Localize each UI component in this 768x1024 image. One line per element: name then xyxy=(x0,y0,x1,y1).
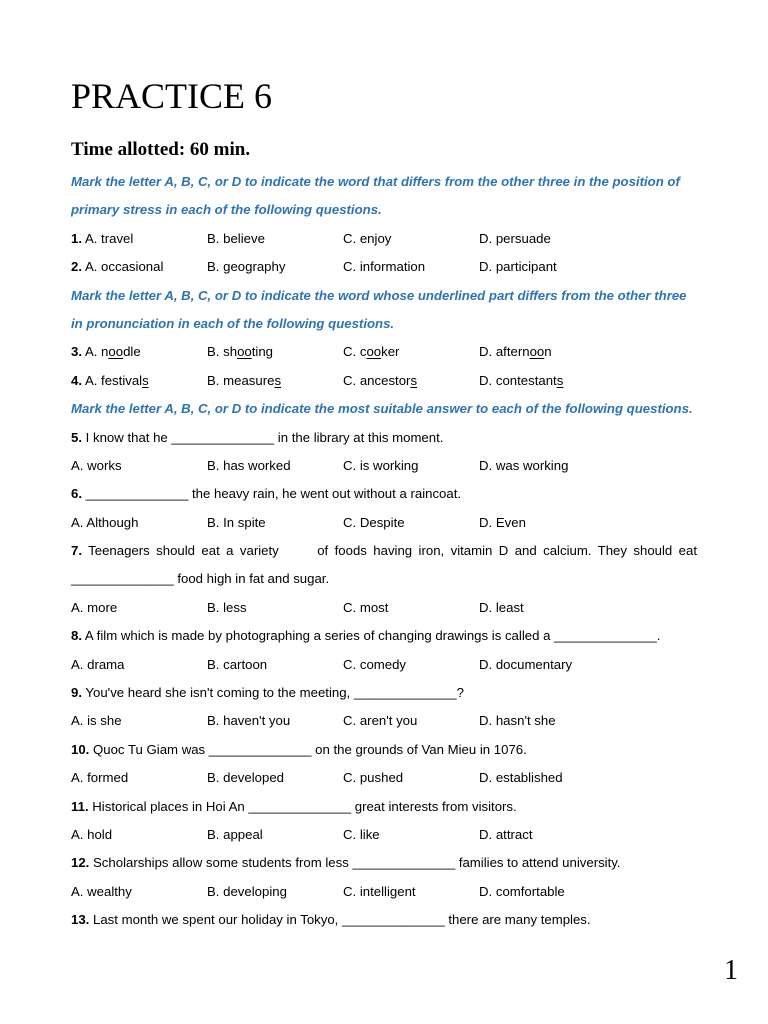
instruction-pronunciation-line-1: Mark the letter A, B, C, or D to indicate the word whose underlined part differs from the other three xyxy=(71,287,687,303)
option-d: D. comfortable xyxy=(479,883,565,899)
option-a: 3. A. noodle xyxy=(71,344,141,360)
option-d: D. was working xyxy=(479,457,569,473)
option-b: B. haven't you xyxy=(207,713,291,729)
option-d: D. persuade xyxy=(479,230,551,246)
option-c: C. enjoy xyxy=(343,230,392,246)
question-5-options xyxy=(71,452,697,480)
option-a: A. drama xyxy=(71,656,125,672)
option-b: B. less xyxy=(207,599,247,615)
option-a: A. works xyxy=(71,457,122,473)
option-c: C. Despite xyxy=(343,514,405,530)
question-1-options xyxy=(71,225,697,253)
instruction-pronunciation-line-2: in pronunciation in each of the following questions. xyxy=(71,315,395,331)
question-6-stem: 6. ______________ the heavy rain, he went out without a raincoat. xyxy=(71,486,462,502)
option-d: D. attract xyxy=(479,826,533,842)
underlined-part: s xyxy=(142,372,149,388)
underlined-part: oo xyxy=(237,344,252,360)
question-9-stem: 9. You've heard she isn't coming to the meeting, ______________? xyxy=(71,685,464,701)
option-c: C. like xyxy=(343,826,380,842)
underlined-part: s xyxy=(410,372,418,388)
option-d: D. afternoon xyxy=(479,344,552,360)
option-b: B. appeal xyxy=(207,826,263,842)
underlined-part: oo xyxy=(366,344,382,360)
question-number: 10. xyxy=(71,741,90,757)
question-number: 4. xyxy=(71,372,82,388)
question-12-options xyxy=(71,878,697,906)
question-number: 1. xyxy=(71,230,82,246)
page-number: 1 xyxy=(724,955,738,986)
option-d: D. hasn't she xyxy=(479,713,556,729)
question-7-options xyxy=(71,594,697,622)
option-a: A. is she xyxy=(71,713,122,729)
option-a: A. formed xyxy=(71,770,129,786)
option-c: C. information xyxy=(343,259,426,275)
question-8-stem: 8. A film which is made by photographing a series of changing drawings is called a ______________. xyxy=(71,628,661,644)
option-b: B. believe xyxy=(207,230,265,246)
question-7-stem-line-2: ______________ food high in fat and sugar. xyxy=(71,571,330,587)
underlined-part: oo xyxy=(108,344,124,360)
question-3-options xyxy=(71,338,697,366)
question-number: 8. xyxy=(71,628,82,644)
option-b: B. cartoon xyxy=(207,656,268,672)
question-2-options xyxy=(71,253,697,281)
question-number: 13. xyxy=(71,912,90,928)
question-5-stem: 5. I know that he ______________ in the library at this moment. xyxy=(71,429,444,445)
page-title: PRACTICE 6 xyxy=(71,76,273,116)
option-b: B. shooting xyxy=(207,344,273,360)
question-number: 12. xyxy=(71,855,90,871)
option-c: C. is working xyxy=(343,457,419,473)
option-b: B. has worked xyxy=(207,457,291,473)
question-7-stem-line-1: 7. Teenagers should eat a variety of foods having iron, vitamin D and calcium. They should eat xyxy=(71,543,697,559)
option-c: C. ancestors xyxy=(343,372,418,388)
question-number: 7. xyxy=(71,543,82,559)
option-c: C. pushed xyxy=(343,770,404,786)
question-10-stem: 10. Quoc Tu Giam was ______________ on the grounds of Van Mieu in 1076. xyxy=(71,741,527,757)
option-d: D. least xyxy=(479,599,524,615)
option-d: D. established xyxy=(479,770,563,786)
option-c: C. cooker xyxy=(343,344,400,360)
option-a: 2. A. occasional xyxy=(71,259,164,275)
question-9-options xyxy=(71,707,697,735)
option-d: D. Even xyxy=(479,514,526,530)
question-11-stem: 11. Historical places in Hoi An ______________ great interests from visitors. xyxy=(71,798,517,814)
question-6-options xyxy=(71,509,697,537)
option-a: A. hold xyxy=(71,826,113,842)
option-b: B. In spite xyxy=(207,514,266,530)
question-number: 5. xyxy=(71,429,82,445)
option-a: A. wealthy xyxy=(71,883,132,899)
question-12-stem: 12. Scholarships allow some students from less ______________ families to attend university. xyxy=(71,855,621,871)
instruction-stress-line-1: Mark the letter A, B, C, or D to indicate the word that differs from the other three in the position of xyxy=(71,174,680,189)
question-number: 3. xyxy=(71,344,82,360)
question-number: 6. xyxy=(71,486,82,502)
instruction-stress-line-2: primary stress in each of the following questions. xyxy=(71,202,382,218)
question-number: 9. xyxy=(71,685,82,701)
question-number: 2. xyxy=(71,259,82,275)
option-d: D. contestants xyxy=(479,372,564,388)
question-10-options xyxy=(71,764,697,792)
option-c: C. intelligent xyxy=(343,883,416,899)
option-d: D. documentary xyxy=(479,656,573,672)
underlined-part: oo xyxy=(529,344,545,360)
option-c: C. comedy xyxy=(343,656,407,672)
question-8-options xyxy=(71,651,697,679)
option-c: C. most xyxy=(343,599,389,615)
question-11-options xyxy=(71,821,697,849)
question-4-options xyxy=(71,367,697,395)
underlined-part: s xyxy=(274,372,282,388)
option-b: B. developing xyxy=(207,883,287,899)
question-13-stem: 13. Last month we spent our holiday in Tokyo, ______________ there are many temples. xyxy=(71,912,591,928)
underlined-part: s xyxy=(556,372,564,388)
instruction-best-answer: Mark the letter A, B, C, or D to indicate the most suitable answer to each of the following questions. xyxy=(71,401,693,417)
question-number: 11. xyxy=(71,798,89,814)
option-a: A. more xyxy=(71,599,118,615)
option-b: B. geography xyxy=(207,259,286,275)
option-d: D. participant xyxy=(479,259,557,275)
option-a: 1. A. travel xyxy=(71,230,134,246)
option-b: B. measures xyxy=(207,372,282,388)
time-allotted: Time allotted: 60 min. xyxy=(71,139,251,160)
question-list xyxy=(71,168,697,935)
option-a: 4. A. festivals xyxy=(71,372,149,388)
option-b: B. developed xyxy=(207,770,284,786)
option-a: A. Although xyxy=(71,514,139,530)
option-c: C. aren't you xyxy=(343,713,418,729)
